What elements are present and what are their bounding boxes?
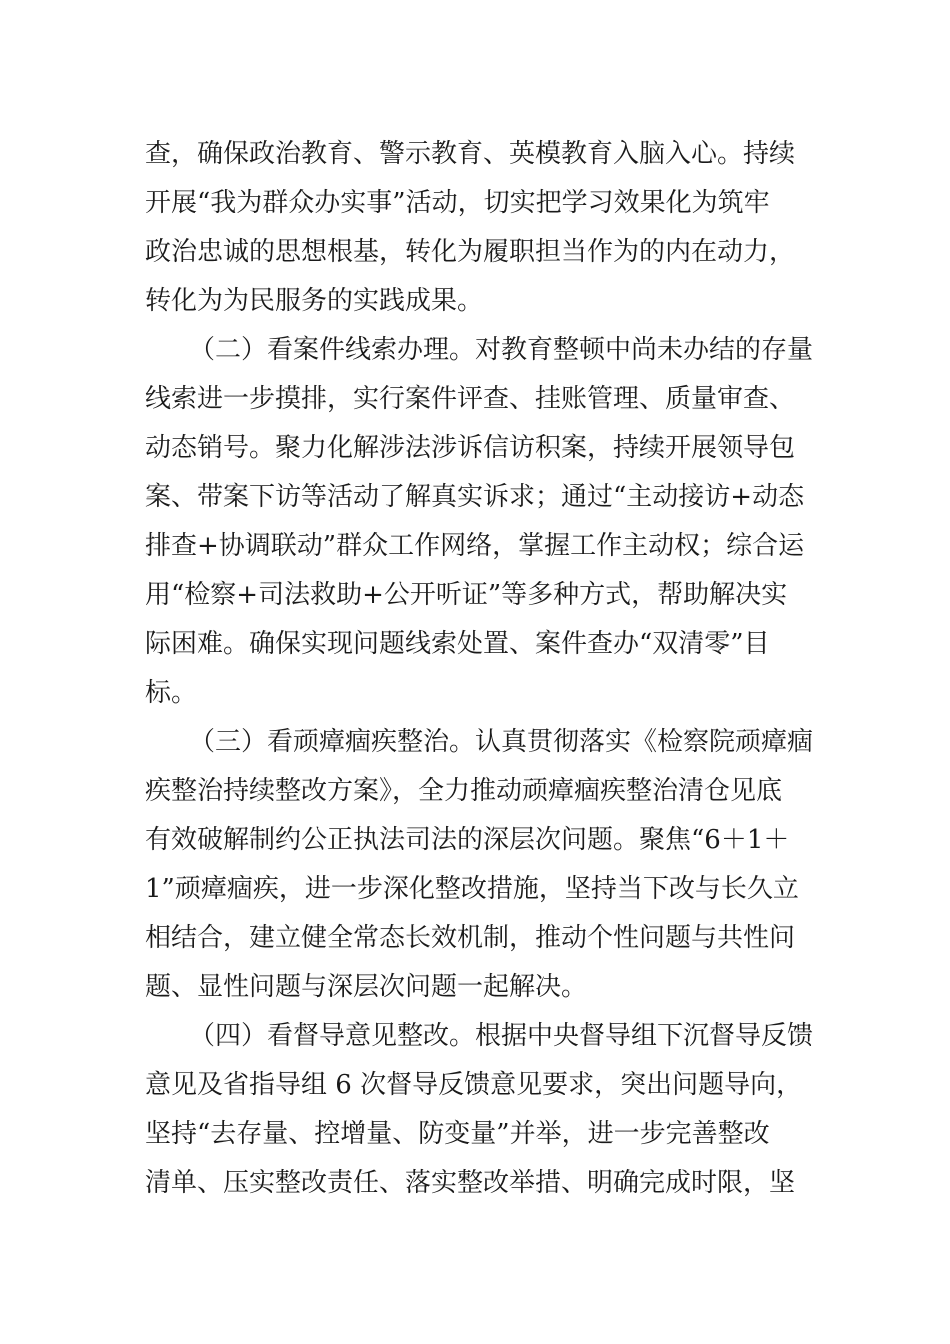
text-line: 动态销号。聚力化解涉法涉诉信访积案，持续开展领导包 [145, 433, 796, 463]
text-line: 查，确保政治教育、警示教育、英模教育入脑入心。持续 [145, 139, 796, 169]
text-line: 清单、压实整改责任、落实整改举措、明确完成时限，坚 [145, 1168, 796, 1198]
paragraph-first-line: （二）看案件线索办理。对教育整顿中尚未办结的存量 [189, 335, 814, 365]
paragraph-first-line: （三）看顽瘴痼疾整治。认真贯彻落实《检察院顽瘴痼 [189, 727, 814, 757]
text-line: 标。 [145, 678, 198, 708]
text-line: 用“检察+司法救助+公开听证”等多种方式，帮助解决实 [145, 580, 788, 610]
text-line: 政治忠诚的思想根基，转化为履职担当作为的内在动力， [145, 237, 796, 267]
text-line: 案、带案下访等活动了解真实诉求；通过“主动接访+动态 [145, 482, 805, 512]
text-line: 相结合，建立健全常态长效机制，推动个性问题与共性问 [145, 923, 796, 953]
text-line: 有效破解制约公正执法司法的深层次问题。聚焦“6＋1＋ [145, 825, 790, 855]
text-line: 际困难。确保实现问题线索处置、案件查办“双清零”目 [145, 629, 770, 659]
text-line: 开展“我为群众办实事”活动，切实把学习效果化为筑牢 [145, 188, 770, 218]
text-line: 1”顽瘴痼疾，进一步深化整改措施，坚持当下改与长久立 [145, 874, 799, 904]
text-line: 意见及省指导组 6 次督导反馈意见要求，突出问题导向， [145, 1070, 803, 1100]
text-line: 转化为为民服务的实践成果。 [145, 286, 484, 316]
text-line: 坚持“去存量、控增量、防变量”并举，进一步完善整改 [145, 1119, 770, 1149]
text-line: 排查+协调联动”群众工作网络，掌握工作主动权；综合运 [145, 531, 805, 561]
text-line: 线索进一步摸排，实行案件评查、挂账管理、质量审查、 [145, 384, 796, 414]
text-line: 题、显性问题与深层次问题一起解决。 [145, 972, 588, 1002]
paragraph-first-line: （四）看督导意见整改。根据中央督导组下沉督导反馈 [189, 1021, 814, 1051]
text-line: 疾整治持续整改方案》，全力推动顽瘴痼疾整治清仓见底 [145, 776, 783, 806]
